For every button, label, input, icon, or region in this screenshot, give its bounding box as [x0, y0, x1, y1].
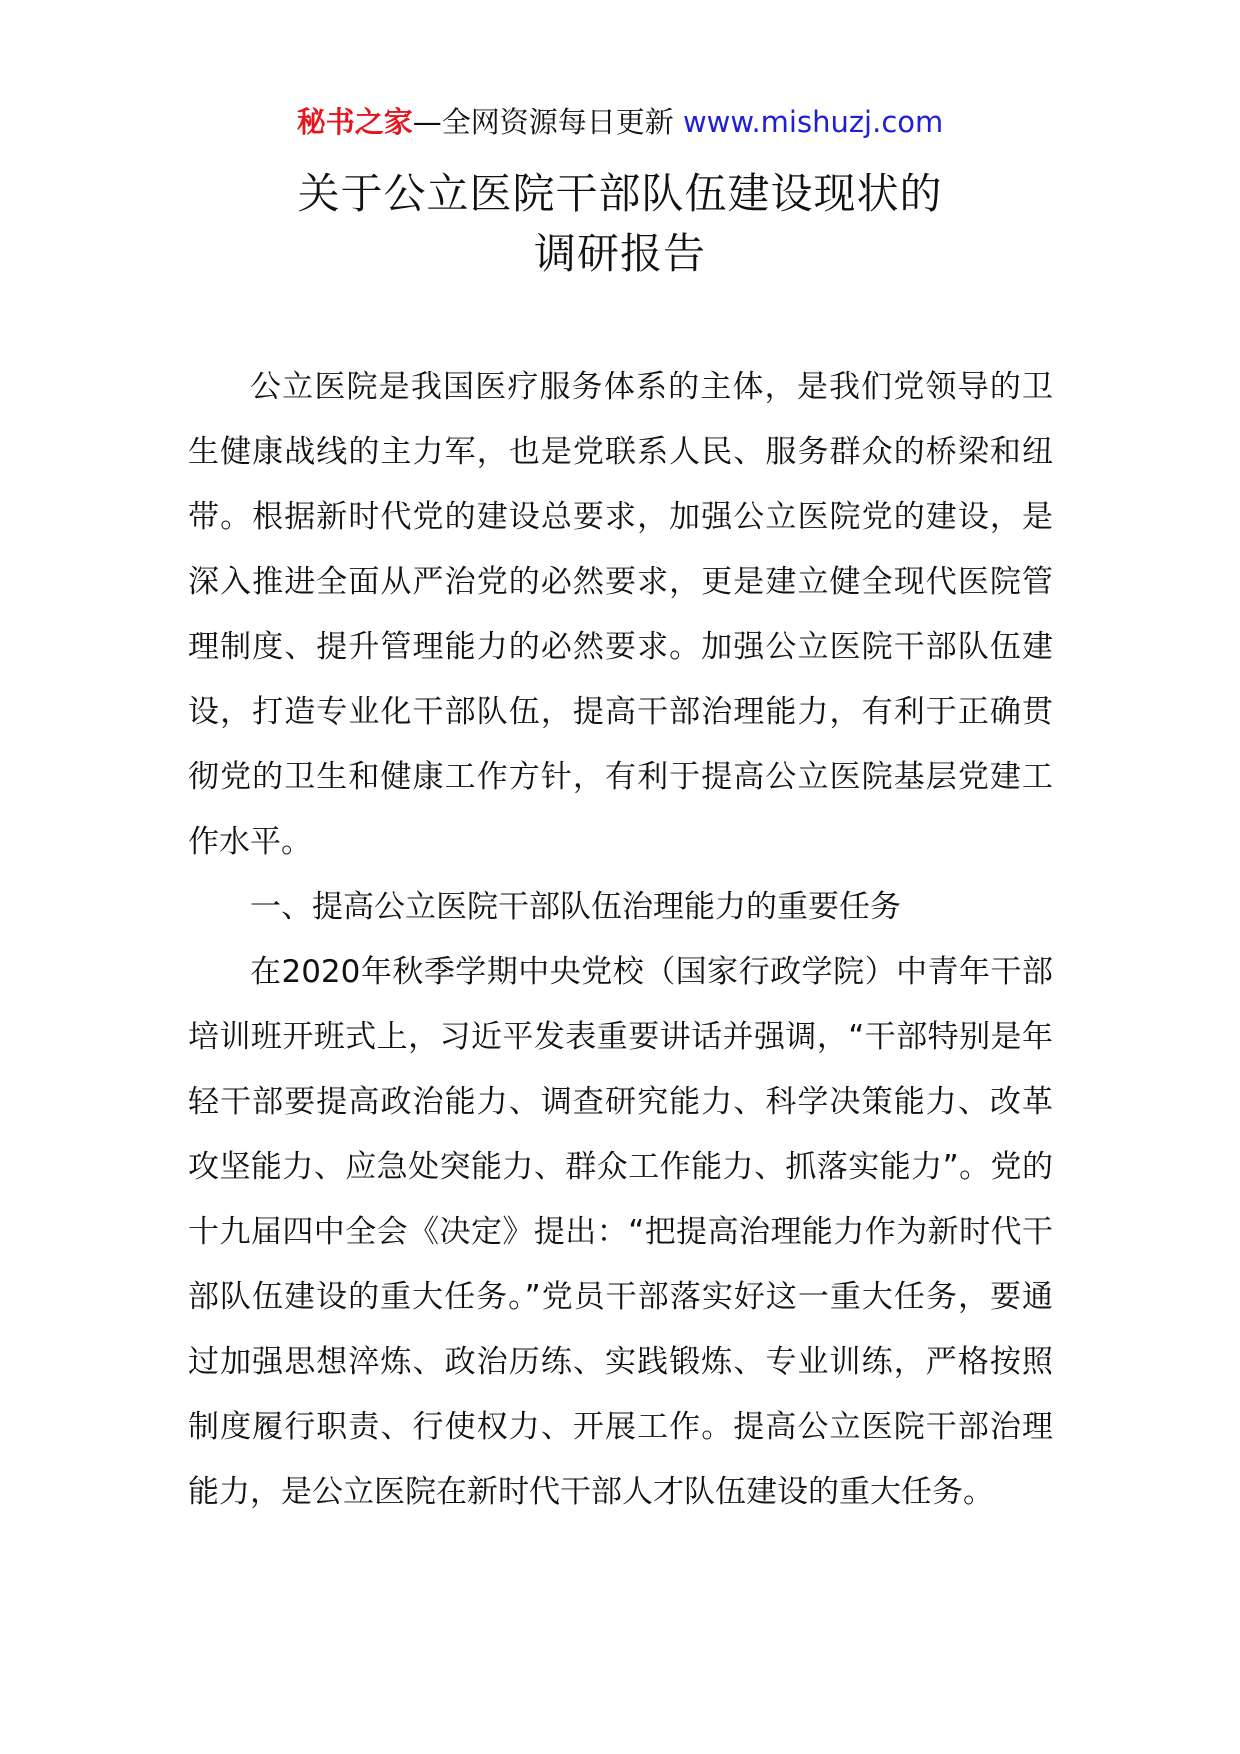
site-url-link[interactable]: www.mishuzj.com	[682, 105, 944, 139]
intro-paragraph: 公立医院是我国医疗服务体系的主体，是我们党领导的卫生健康战线的主力军，也是党联系人民、服务群众的桥梁和纽带。根据新时代党的建设总要求，加强公立医院党的建设，是深入推进全面从严治党的必然要求，更是建立健全现代医院管理制度、提升管理能力的必然要求。加强公立医院干部队伍建设，打造专业化干部队伍，提高干部治理能力，有利于正确贯彻党的卫生和健康工作方针，有利于提高公立医院基层党建工作水平。	[188, 369, 1053, 860]
title-line-2: 调研报告	[533, 229, 706, 278]
site-header	[0, 102, 1240, 142]
section-1-paragraph: 在2020年秋季学期中央党校（国家行政学院）中青年干部培训班开班式上，习近平发表重要讲话并强调，“干部特别是年轻干部要提高政治能力、调查研究能力、科学决策能力、改革攻坚能力、应急处突能力、群众工作能力、抓落实能力”。党的十九届四中全会《决定》提出：“把提高治理能力作为新时代干部队伍建设的重大任务。”党员干部落实好这一重大任务，要通过加强思想淬炼、政治历练、实践锻炼、专业训练，严格按照制度履行职责、行使权力、开展工作。提高公立医院干部治理能力，是公立医院在新时代干部人才队伍建设的重大任务。	[188, 954, 1053, 1510]
document-body	[188, 355, 1053, 1525]
section-1-heading: 一、提高公立医院干部队伍治理能力的重要任务	[250, 889, 901, 925]
header-slogan: —全网资源每日更新	[412, 105, 683, 139]
brand-name: 秘书之家	[296, 105, 413, 139]
document-title	[0, 164, 1240, 284]
title-line-1: 关于公立医院干部队伍建设现状的	[297, 169, 943, 218]
